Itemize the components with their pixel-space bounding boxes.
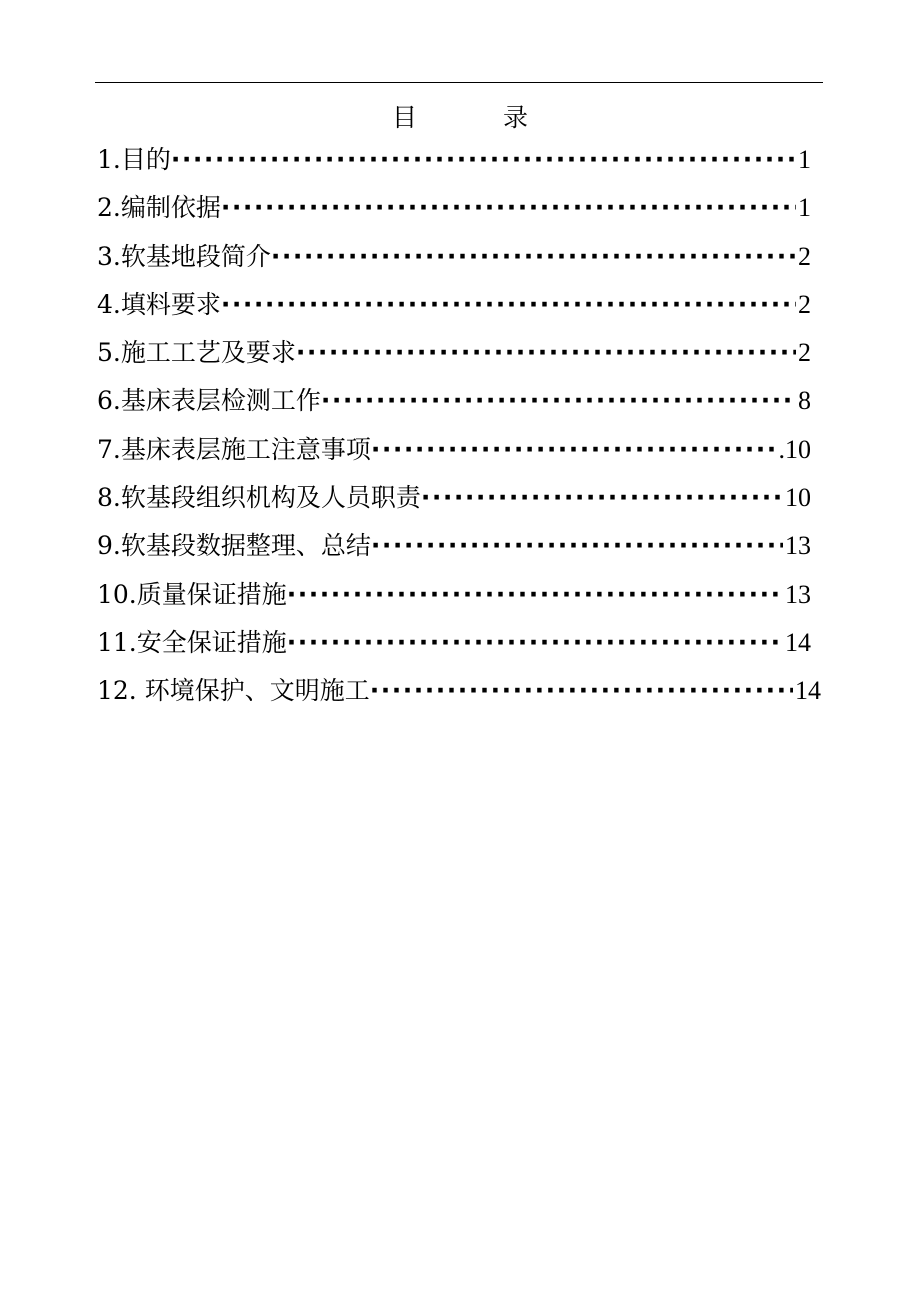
toc-title-char-1: 目 xyxy=(391,103,417,132)
toc-entry-label: 12. 环境保护、文明施工 xyxy=(97,676,370,706)
toc-entry-label: 10.质量保证措施 xyxy=(97,579,287,609)
toc-entry-page: 13 xyxy=(785,579,811,609)
toc-leader-dots xyxy=(371,430,777,470)
toc-entry-page: 14 xyxy=(785,627,811,657)
toc-leader-dots xyxy=(287,623,783,663)
toc-entry-page: 14 xyxy=(795,676,821,706)
toc-entry-page: 13 xyxy=(785,531,811,561)
toc-entry-page: 2 xyxy=(798,338,811,368)
toc-leader-dots xyxy=(287,575,783,615)
toc-list xyxy=(97,140,821,720)
toc-entry-label: 2.编制依据 xyxy=(97,193,221,223)
toc-leader-dots xyxy=(271,237,796,277)
toc-entry-label: 3.软基地段简介 xyxy=(97,241,271,271)
toc-entry[interactable] xyxy=(97,671,821,719)
toc-entry-label: 8.软基段组织机构及人员职责 xyxy=(97,483,421,513)
toc-entry-label: 5.施工工艺及要求 xyxy=(97,338,296,368)
toc-entry[interactable] xyxy=(97,430,811,478)
toc-entry[interactable] xyxy=(97,140,811,188)
toc-entry[interactable] xyxy=(97,575,811,623)
toc-entry[interactable] xyxy=(97,381,811,429)
toc-entry-label: 11.安全保证措施 xyxy=(97,627,287,657)
toc-entry-label: 9.软基段数据整理、总结 xyxy=(97,531,371,561)
toc-leader-dots xyxy=(421,478,783,518)
header-rule xyxy=(95,82,823,83)
toc-entry-page: 1 xyxy=(798,145,811,174)
toc-entry-page: 10 xyxy=(785,483,811,513)
toc-entry-page: 8 xyxy=(798,386,811,416)
toc-entry-page: 2 xyxy=(798,241,811,271)
toc-leader-dots xyxy=(221,285,796,325)
toc-leader-dots xyxy=(296,333,796,373)
toc-leader-dots xyxy=(321,381,796,421)
toc-entry[interactable] xyxy=(97,333,811,381)
toc-leader-dots xyxy=(370,671,793,711)
toc-entry-label: 7.基床表层施工注意事项 xyxy=(97,434,371,464)
toc-entry-page: 2 xyxy=(798,289,811,319)
toc-entry-page: .10 xyxy=(778,434,811,464)
toc-entry[interactable] xyxy=(97,623,811,671)
toc-entry[interactable] xyxy=(97,188,811,236)
toc-entry-label: 4.填料要求 xyxy=(97,289,221,319)
toc-title-char-2: 录 xyxy=(503,103,529,132)
toc-entry-label: 6.基床表层检测工作 xyxy=(97,386,321,416)
toc-leader-dots xyxy=(221,188,796,228)
toc-title xyxy=(0,100,920,136)
toc-leader-dots xyxy=(371,526,783,566)
toc-entry[interactable] xyxy=(97,526,811,574)
toc-entry[interactable] xyxy=(97,237,811,285)
toc-leader-dots xyxy=(171,140,796,180)
toc-entry[interactable] xyxy=(97,478,811,526)
toc-entry-label: 1.目的 xyxy=(97,145,171,174)
toc-entry[interactable] xyxy=(97,285,811,333)
toc-entry-page: 1 xyxy=(798,193,811,223)
